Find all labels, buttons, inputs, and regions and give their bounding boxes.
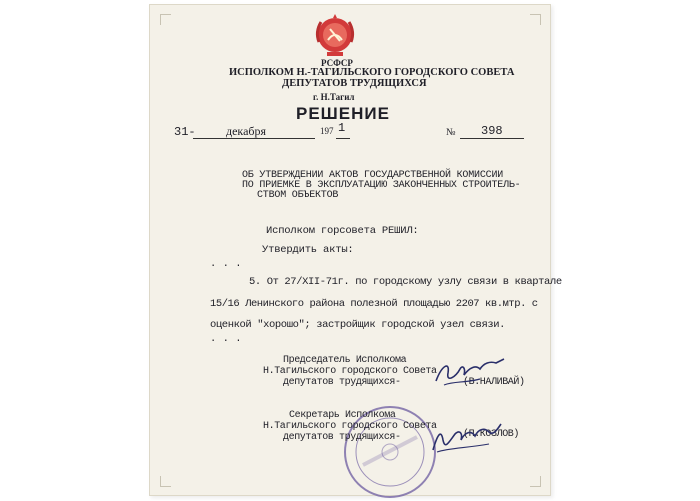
- resolved-heading: Исполком горсовета РЕШИЛ:: [266, 225, 419, 237]
- act-item-line2: 15/16 Ленинского района полезной площадью 2207 кв.мтр. с: [210, 298, 538, 310]
- chair-title-line3: депутатов трудящихся-: [283, 377, 401, 388]
- document-number: 398: [481, 124, 503, 138]
- chair-signature: [430, 355, 512, 389]
- secretary-signature: [427, 418, 505, 456]
- subject-line2: ПО ПРИЕМКЕ В ЭКСПЛУАТАЦИЮ ЗАКОНЧЕННЫХ СТРОИТЕЛЬ-: [242, 180, 521, 191]
- crop-mark: [530, 14, 541, 25]
- date-month: декабря: [226, 124, 267, 138]
- number-sign: №: [446, 127, 456, 138]
- republic-label: РСФСР: [321, 58, 353, 68]
- year-underline: [336, 138, 350, 139]
- document-type-title: РЕШЕНИЕ: [296, 104, 390, 123]
- date-year-suffix: 1: [338, 121, 346, 135]
- rsfsr-emblem-icon: [311, 12, 359, 60]
- omission-mark: . . .: [210, 258, 242, 270]
- secretary-title-line2: Н.Тагильского городского Совета: [263, 421, 437, 432]
- number-underline: [460, 138, 524, 139]
- secretary-title-line3: депутатов трудящихся-: [283, 432, 401, 443]
- secretary-name: (П.КОЗЛОВ): [463, 429, 520, 440]
- secretary-title-line1: Секретарь Исполкома: [289, 410, 396, 421]
- council-name-line1: ИСПОЛКОМ Н.-ТАГИЛЬСКОГО ГОРОДСКОГО СОВЕТА: [229, 67, 515, 78]
- council-name-line2: ДЕПУТАТОВ ТРУДЯЩИХСЯ: [282, 78, 427, 89]
- date-day: 31-: [174, 125, 196, 139]
- chair-name: (В.НАЛИВАЙ): [463, 377, 525, 388]
- act-item-line3: оценкой "хорошо"; застройщик городской узел связи.: [210, 319, 506, 331]
- subject-line1: ОБ УТВЕРЖДЕНИИ АКТОВ ГОСУДАРСТВЕННОЙ КОМИССИИ: [242, 170, 504, 181]
- crop-mark: [160, 14, 171, 25]
- omission-mark: . . .: [210, 333, 242, 345]
- city-label: г. Н.Тагил: [313, 92, 355, 102]
- subject-line3: СТВОМ ОБЪЕКТОВ: [257, 190, 339, 201]
- act-item-line1: 5. От 27/XII-71г. по городскому узлу связи в квартале: [249, 276, 562, 288]
- crop-mark: [530, 476, 541, 487]
- approve-heading: Утвердить акты:: [262, 244, 354, 256]
- chair-title-line1: Председатель Исполкома: [283, 355, 407, 366]
- chair-title-line2: Н.Тагильского городского Совета: [263, 366, 437, 377]
- date-year-prefix: 197: [320, 126, 334, 136]
- crop-mark: [160, 476, 171, 487]
